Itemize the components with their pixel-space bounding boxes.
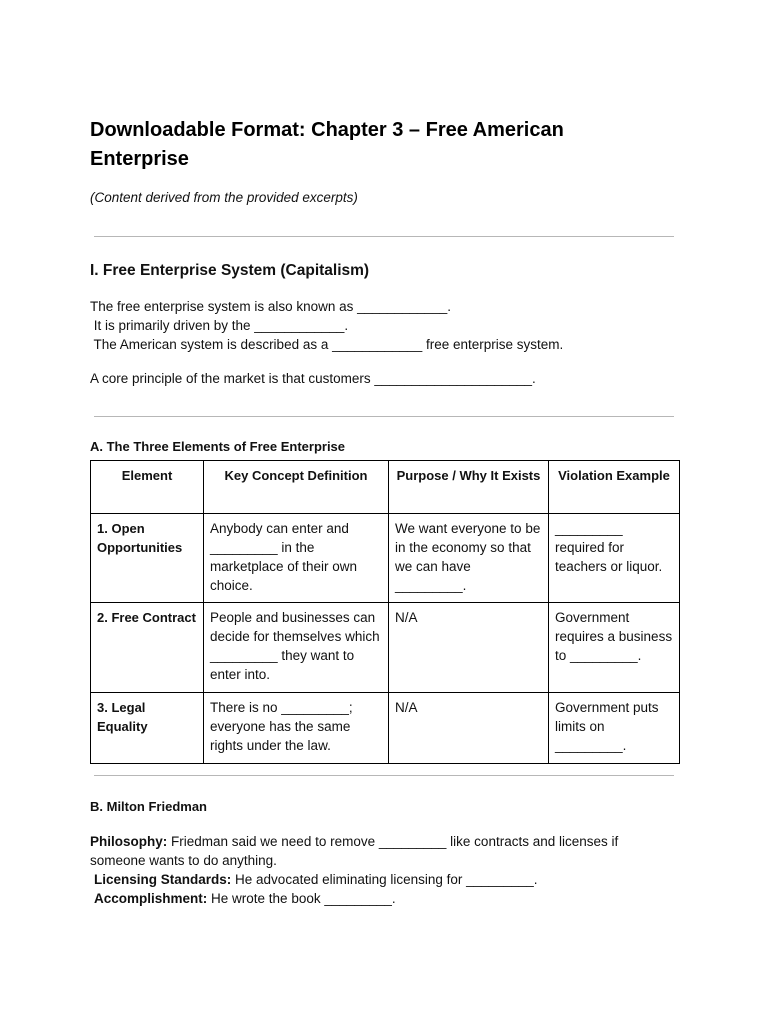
column-header: Violation Example [549,461,680,514]
section-heading: I. Free Enterprise System (Capitalism) [90,262,370,279]
document-title: Downloadable Format: Chapter 3 – Free American Enterprise [90,119,564,170]
licensing-line [94,870,654,889]
philosophy-text: Friedman said we need to remove _________ like contracts and licenses if someone wants to do anything. [90,834,619,868]
table-header-row [91,461,680,514]
table-cell: Anybody can enter and _________ in the marketplace of their own choice. [204,514,389,603]
table-row [91,514,680,603]
table-cell: N/A [389,693,549,764]
table-cell: 3. Legal Equality [91,693,204,764]
column-header: Element [91,461,204,514]
philosophy-label: Philosophy: [90,834,168,849]
table-cell: People and businesses can decide for themselves which _________ they want to enter into. [204,603,389,693]
column-header: Key Concept Definition [204,461,389,514]
paragraph-line: The free enterprise system is also known as ____________. [90,299,451,314]
paragraph-line: It is primarily driven by the ____________. [90,318,349,333]
table-cell: Government puts limits on _________. [549,693,680,764]
elements-table [90,460,680,764]
table-cell: _________ required for teachers or liquor. [549,514,680,603]
table-cell: 2. Free Contract [91,603,204,693]
table-row [91,603,680,693]
document-subtitle: (Content derived from the provided excerpts) [90,190,358,205]
licensing-label: Licensing Standards: [94,872,232,887]
subsection-heading: A. The Three Elements of Free Enterprise [90,439,346,454]
table-cell: There is no _________; everyone has the same rights under the law. [204,693,389,764]
philosophy-line [90,832,650,870]
core-principle-text: A core principle of the market is that customers _____________________. [90,371,536,386]
column-header: Purpose / Why It Exists [389,461,549,514]
paragraph-line: The American system is described as a ____________ free enterprise system. [90,337,564,352]
accomplishment-text: He wrote the book _________. [207,891,396,906]
table-cell: 1. Open Opportunities [91,514,204,603]
licensing-text: He advocated eliminating licensing for _________. [231,872,538,887]
divider [94,416,674,417]
table-cell: N/A [389,603,549,693]
accomplishment-line [94,889,654,908]
table-row [91,693,680,764]
table-cell: We want everyone to be in the economy so that we can have _________. [389,514,549,603]
table-cell: Government requires a business to _________. [549,603,680,693]
subsection-heading: B. Milton Friedman [90,799,207,814]
divider [94,236,674,237]
accomplishment-label: Accomplishment: [94,891,208,906]
divider [94,775,674,776]
